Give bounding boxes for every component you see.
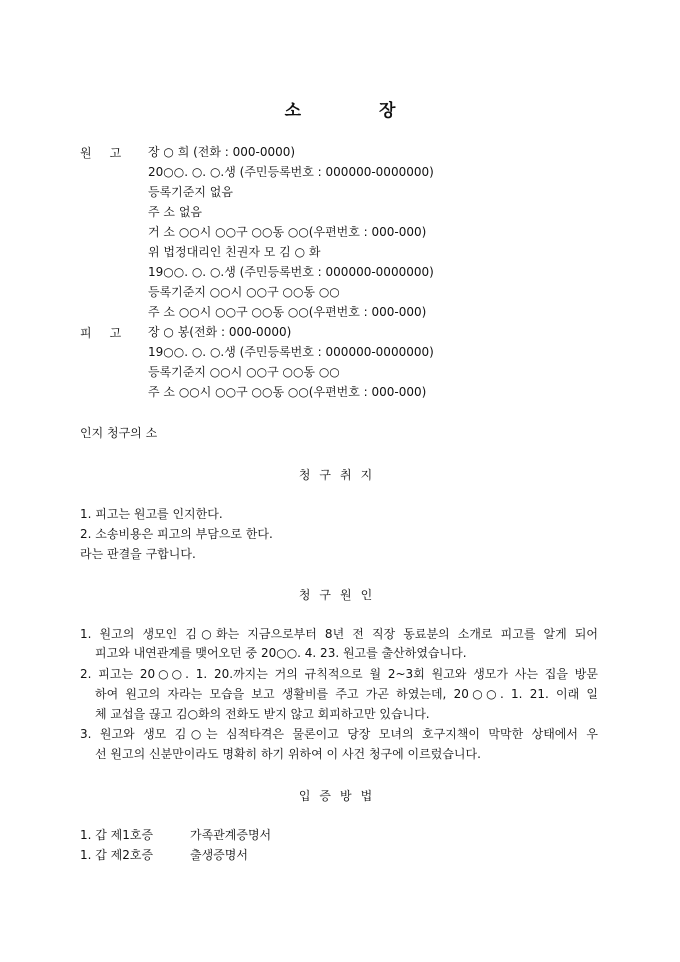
defendant-role-label: 피고 bbox=[80, 326, 140, 340]
defendant-line: 장 ○ 봉(전화 : 000-0000) bbox=[148, 325, 292, 339]
plaintiff-line: 거 소 ○○시 ○○구 ○○동 ○○(우편번호 : 000-000) bbox=[148, 225, 427, 239]
cause-item-line: 3. 원고와 생모 김○는 심적타격은 물론이고 당장 모녀의 호구지책이 막막한 상태에서 우 bbox=[80, 727, 598, 741]
title-char-left: 소 bbox=[284, 101, 301, 121]
cause-item-line: 피고와 내연관계를 맺어오던 중 20○○. 4. 23. 원고를 출산하였습니다. bbox=[95, 646, 467, 660]
claim-closing: 라는 판결을 구합니다. bbox=[80, 547, 196, 561]
plaintiff-line: 주 소 ○○시 ○○구 ○○동 ○○(우편번호 : 000-000) bbox=[148, 305, 427, 319]
evidence-number: 1. 갑 제2호증 bbox=[80, 848, 154, 862]
plaintiff-line: 등록기준지 ○○시 ○○구 ○○동 ○○ bbox=[148, 285, 340, 299]
title-char-right: 장 bbox=[379, 101, 396, 121]
evidence-heading: 입증방법 bbox=[298, 789, 382, 803]
plaintiff-line: 등록기준지 없음 bbox=[148, 185, 233, 199]
cause-item-line: 체 교섭을 끊고 김○화의 전화도 받지 않고 회피하고만 있습니다. bbox=[95, 707, 430, 721]
cause-item-line: 선 원고의 신분만이라도 명확히 하기 위하여 이 사건 청구에 이르렀습니다. bbox=[95, 747, 481, 761]
plaintiff-line: 19○○. ○. ○.생 (주민등록번호 : 000000-0000000) bbox=[148, 265, 434, 279]
cause-item-line: 하여 원고의 자라는 모습을 보고 생활비를 주고 가곤 하였는데, 20○○. 1. 21. 이래 일 bbox=[95, 687, 598, 701]
cause-item-line: 2. 피고는 20○○. 1. 20.까지는 거의 규칙적으로 월 2~3회 원고와 생모가 사는 집을 방문 bbox=[80, 667, 598, 681]
plaintiff-line: 위 법정대리인 친권자 모 김 ○ 화 bbox=[148, 245, 321, 259]
defendant-line: 주 소 ○○시 ○○구 ○○동 ○○(우편번호 : 000-000) bbox=[148, 385, 427, 399]
cause-item-line: 1. 원고의 생모인 김○화는 지금으로부터 8년 전 직장 동료분의 소개로 피고를 알게 되어 bbox=[80, 627, 598, 641]
claim-heading: 청구취지 bbox=[298, 468, 382, 482]
claim-item: 1. 피고는 원고를 인지한다. bbox=[80, 507, 223, 521]
case-name: 인지 청구의 소 bbox=[80, 426, 158, 440]
document-title bbox=[0, 96, 680, 121]
evidence-number: 1. 갑 제1호증 bbox=[80, 828, 154, 842]
plaintiff-line: 20○○. ○. ○.생 (주민등록번호 : 000000-0000000) bbox=[148, 165, 434, 179]
plaintiff-line: 주 소 없음 bbox=[148, 205, 202, 219]
evidence-document: 출생증명서 bbox=[190, 848, 248, 862]
plaintiff-line: 장 ○ 희 (전화 : 000-0000) bbox=[148, 145, 296, 159]
defendant-line: 등록기준지 ○○시 ○○구 ○○동 ○○ bbox=[148, 365, 340, 379]
defendant-line: 19○○. ○. ○.생 (주민등록번호 : 000000-0000000) bbox=[148, 345, 434, 359]
plaintiff-role-label: 원고 bbox=[80, 146, 140, 160]
evidence-document: 가족관계증명서 bbox=[190, 828, 272, 842]
claim-item: 2. 소송비용은 피고의 부담으로 한다. bbox=[80, 527, 273, 541]
cause-heading: 청구원인 bbox=[298, 588, 382, 602]
